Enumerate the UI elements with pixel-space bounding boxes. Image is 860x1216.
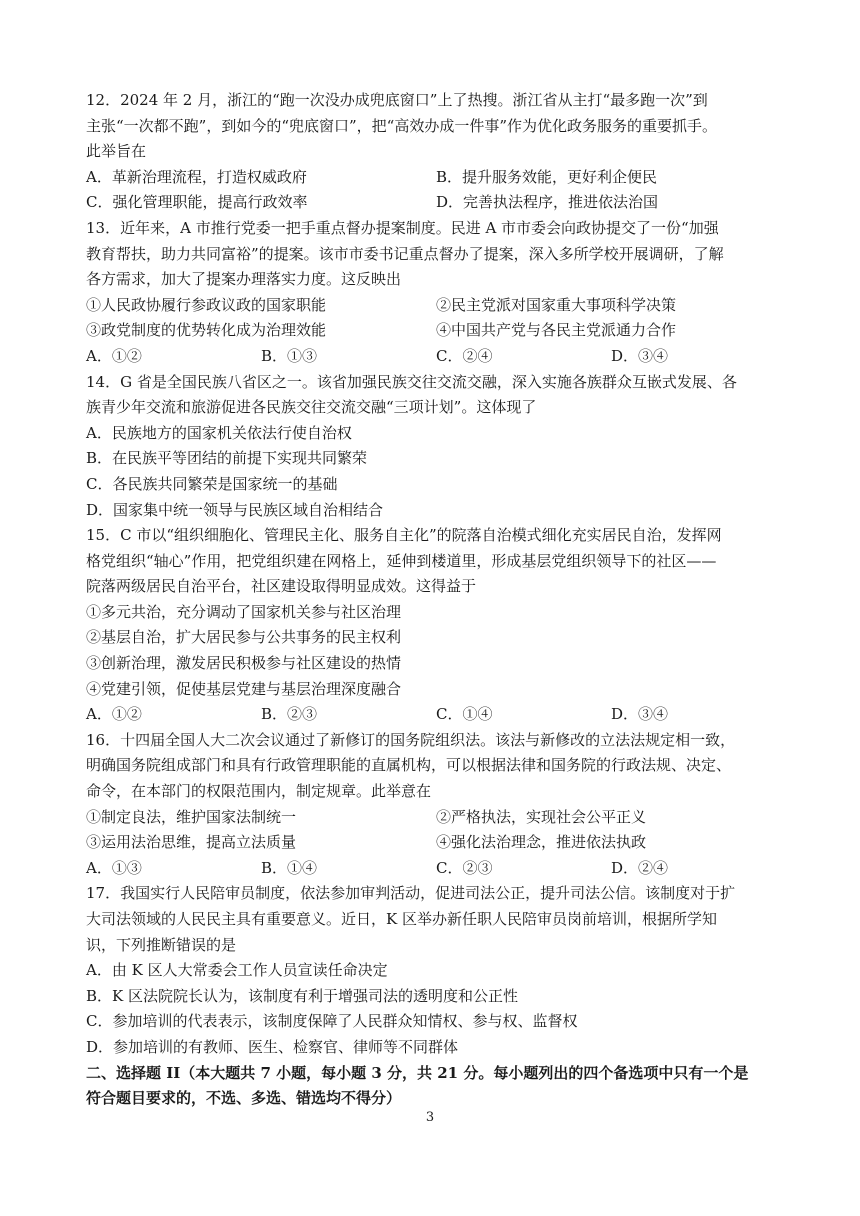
option-b: B．②③ (261, 705, 318, 724)
question-stem-line: 17．我国实行人民陪审员制度，依法参加审判活动，促进司法公正，提升司法公信。该制度对于扩 (86, 884, 736, 903)
statement-3: ③运用法治思维，提高立法质量 (86, 833, 297, 852)
question-17 (86, 881, 786, 1060)
option-d: D．②④ (611, 858, 669, 877)
section-heading-line: 二、选择题 II（本大题共 7 小题，每小题 3 分，共 21 分。每小题列出的四个备选项中只有一个是 (86, 1063, 749, 1082)
option-a: A．①② (86, 346, 142, 365)
question-stem-line: 明确国务院组成部门和具有行政管理职能的直属机构，可以根据法律和国务院的行政法规、决定、 (86, 756, 732, 775)
option-a: A．革新治理流程，打造权威政府 (86, 167, 307, 186)
option-b: B．①③ (261, 346, 318, 365)
option-a: A．由 K 区人大常委会工作人员宣读任命决定 (86, 961, 388, 980)
option-c: C．参加培训的代表表示，该制度保障了人民群众知情权、参与权、监督权 (86, 1012, 578, 1031)
question-stem-line: 命令，在本部门的权限范围内，制定规章。此举意在 (86, 782, 432, 801)
option-d: D．参加培训的有教师、医生、检察官、律师等不同群体 (86, 1037, 459, 1056)
exam-page (86, 88, 786, 1112)
option-c: C．②④ (436, 346, 493, 365)
option-a: A．①② (86, 705, 142, 724)
option-a: A．民族地方的国家机关依法行使自治权 (86, 423, 352, 442)
option-a: A．①③ (86, 858, 142, 877)
option-d: D．③④ (611, 705, 669, 724)
statement-2: ②基层自治，扩大居民参与公共事务的民主权利 (86, 628, 402, 647)
question-stem-line: 15．C 市以“组织细胞化、管理民主化、服务自主化”的院落自治模式细化充实居民自治，发挥网 (86, 526, 722, 545)
statement-4: ④党建引领，促使基层党建与基层治理深度融合 (86, 679, 402, 698)
statement-2: ②严格执法，实现社会公平正义 (436, 807, 647, 826)
statement-4: ④中国共产党与各民主党派通力合作 (436, 321, 677, 340)
section-2-heading (86, 1061, 786, 1112)
statement-4: ④强化法治理念，推进依法执政 (436, 833, 647, 852)
page-number: 3 (425, 1110, 435, 1125)
question-stem-line: 12．2024 年 2 月，浙江的“跑一次没办成兜底窗口”上了热搜。浙江省从主打“最多跑一次”到 (86, 91, 708, 109)
option-c: C．②③ (436, 858, 493, 877)
statement-1: ①多元共治，充分调动了国家机关参与社区治理 (86, 602, 402, 621)
question-stem-line: 识，下列推断错误的是 (86, 935, 237, 954)
question-stem-line: 主张“一次都不跑”，到如今的“兜底窗口”，把“高效办成一件事”作为优化政务服务的重要抓手。 (86, 116, 718, 135)
option-d: D．国家集中统一领导与民族区域自治相结合 (86, 500, 384, 519)
option-b: B．提升服务效能，更好利企便民 (436, 167, 658, 186)
question-stem-line: 教育帮扶，助力共同富裕”的提案。该市市委书记重点督办了提案，深入多所学校开展调研，了解 (86, 244, 724, 263)
section-heading-line: 符合题目要求的，不选、多选、错选均不得分） (86, 1089, 402, 1108)
question-13 (86, 216, 786, 370)
question-stem-line: 院落两级居民自治平台，社区建设取得明显成效。这得益于 (86, 577, 477, 596)
question-stem-line: 族青少年交流和旅游促进各民族交往交流交融“三项计划”。这体现了 (86, 398, 537, 417)
option-b: B．在民族平等团结的前提下实现共同繁荣 (86, 449, 368, 468)
question-stem-line: 各方需求，加大了提案办理落实力度。这反映出 (86, 270, 402, 289)
statement-2: ②民主党派对国家重大事项科学决策 (436, 295, 677, 314)
option-d: D．完善执法程序，推进依法治国 (436, 193, 659, 212)
option-b: B．①④ (261, 858, 318, 877)
question-stem-line: 16．十四届全国人大二次会议通过了新修订的国务院组织法。该法与新修改的立法法规定相一致， (86, 730, 736, 749)
question-stem-line: 13．近年来，A 市推行党委一把手重点督办提案制度。民进 A 市市委会向政协提交了一份“加强 (86, 218, 719, 237)
option-c: C．各民族共同繁荣是国家统一的基础 (86, 474, 338, 493)
option-b: B．K 区法院院长认为，该制度有利于增强司法的透明度和公正性 (86, 986, 518, 1005)
question-stem-line: 此举旨在 (86, 142, 147, 161)
question-stem-line: 大司法领域的人民民主具有重要意义。近日，K 区举办新任职人民陪审员岗前培训，根据所学知 (86, 910, 717, 928)
option-c: C．①④ (436, 705, 493, 724)
question-stem-line: 格党组织“轴心”作用，把党组织建在网格上，延伸到楼道里，形成基层党组织领导下的社区—— (86, 551, 717, 570)
question-16 (86, 728, 786, 882)
question-15 (86, 523, 786, 728)
statement-1: ①人民政协履行参政议政的国家职能 (86, 295, 327, 314)
question-14 (86, 370, 786, 524)
option-c: C．强化管理职能，提高行政效率 (86, 193, 308, 212)
statement-3: ③创新治理，激发居民积极参与社区建设的热情 (86, 654, 402, 673)
option-d: D．③④ (611, 346, 669, 365)
question-12 (86, 88, 786, 216)
statement-1: ①制定良法，维护国家法制统一 (86, 807, 297, 826)
statement-3: ③政党制度的优势转化成为治理效能 (86, 321, 327, 340)
question-stem-line: 14．G 省是全国民族八省区之一。该省加强民族交往交流交融，深入实施各族群众互嵌式发展、各 (86, 372, 737, 391)
